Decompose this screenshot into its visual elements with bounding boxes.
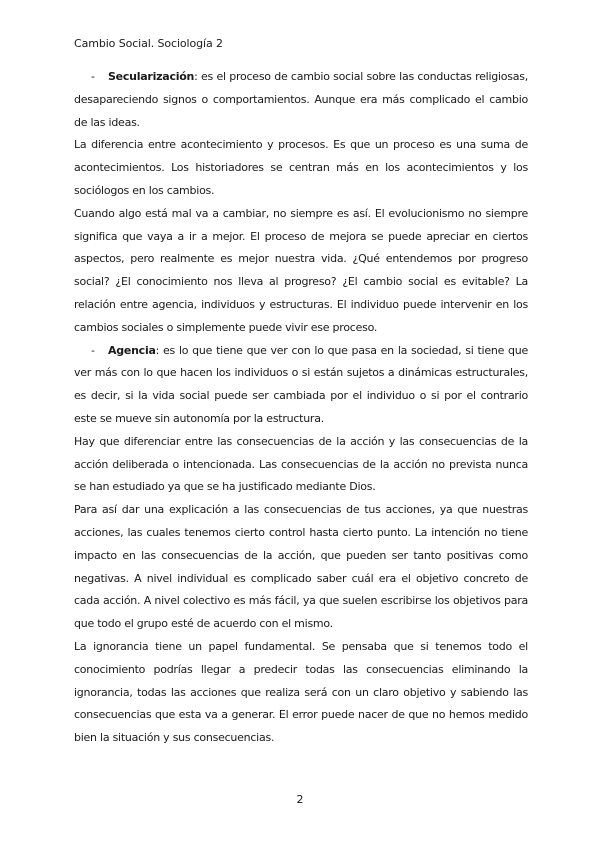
term-secularizacion: Secularización xyxy=(108,70,195,83)
page-number: 2 xyxy=(296,793,304,806)
definition-secularizacion: : es el proceso de cambio social sobre las conductas religiosas, desapareciendo signos o comportamientos. Aunque era más complicado el cambio de las ideas. xyxy=(74,70,528,129)
definition-agencia: : es lo que tiene que ver con lo que pasa en la sociedad, si tiene que ver más con lo que hacen los individuos o si están sujetos a dinámicas estructurales, es decir, si la vida social puede ser cambiada por el individuo o si por el contrario este se mueve sin autonomía por la estructura. xyxy=(74,343,528,425)
paragraph-consecuencias-accion: Hay que diferenciar entre las consecuencias de la acción y las consecuencias de la acción deliberada o intencionada. Las consecuencias de la acción no prevista nunca se han estudiado ya que se ha justificado mediante Dios. xyxy=(74,434,528,494)
paragraph-acontecimiento-proceso: La diferencia entre acontecimiento y procesos. Es que un proceso es una suma de acontecimientos. Los historiadores se centran más en los acontecimientos y los sociólogos en los cambios. xyxy=(74,138,528,197)
document-body xyxy=(74,66,528,750)
page-header: Cambio Social. Sociología 2 xyxy=(74,37,223,50)
bullet-agencia xyxy=(74,340,528,431)
bullet-dash: - xyxy=(91,70,95,83)
term-agencia: Agencia xyxy=(108,343,156,357)
bullet-dash: - xyxy=(91,343,95,357)
paragraph-progreso-social: Cuando algo está mal va a cambiar, no siempre es así. El evolucionismo no siempre significa que vaya a ir a mejor. El proceso de mejora se puede apreciar en ciertos aspectos, pero realmente es mejor nuestra vida. ¿Qué entendemos por progreso social? ¿El conocimiento nos lleva al progreso? ¿El cambio social es evitable? La relación entre agencia, individuos y estructuras. El individuo puede intervenir en los cambios sociales o simplemente puede vivir ese proceso. xyxy=(74,206,528,334)
paragraph-ignorancia: La ignorancia tiene un papel fundamental. Se pensaba que si tenemos todo el conocimiento podrías llegar a predecir todas las consecuencias eliminando la ignorancia, todas las acciones que realiza será con un claro objetivo y sabiendo las consecuencias que esta va a generar. El error puede nacer de que no hemos medido bien la situación y sus consecuencias. xyxy=(74,639,528,745)
bullet-secularizacion xyxy=(74,66,528,134)
paragraph-explicacion-acciones: Para así dar una explicación a las consecuencias de tus acciones, ya que nuestras acciones, las cuales tenemos cierto control hasta cierto punto. La intención no tiene impacto en las consecuencias de la acción, que pueden ser tanto positivas como negativas. A nivel individual es complicado saber cuál era el objetivo concreto de cada acción. A nivel colectivo es más fácil, ya que suelen escribirse los objetivos para que todo el grupo esté de acuerdo con el mismo. xyxy=(74,503,528,631)
